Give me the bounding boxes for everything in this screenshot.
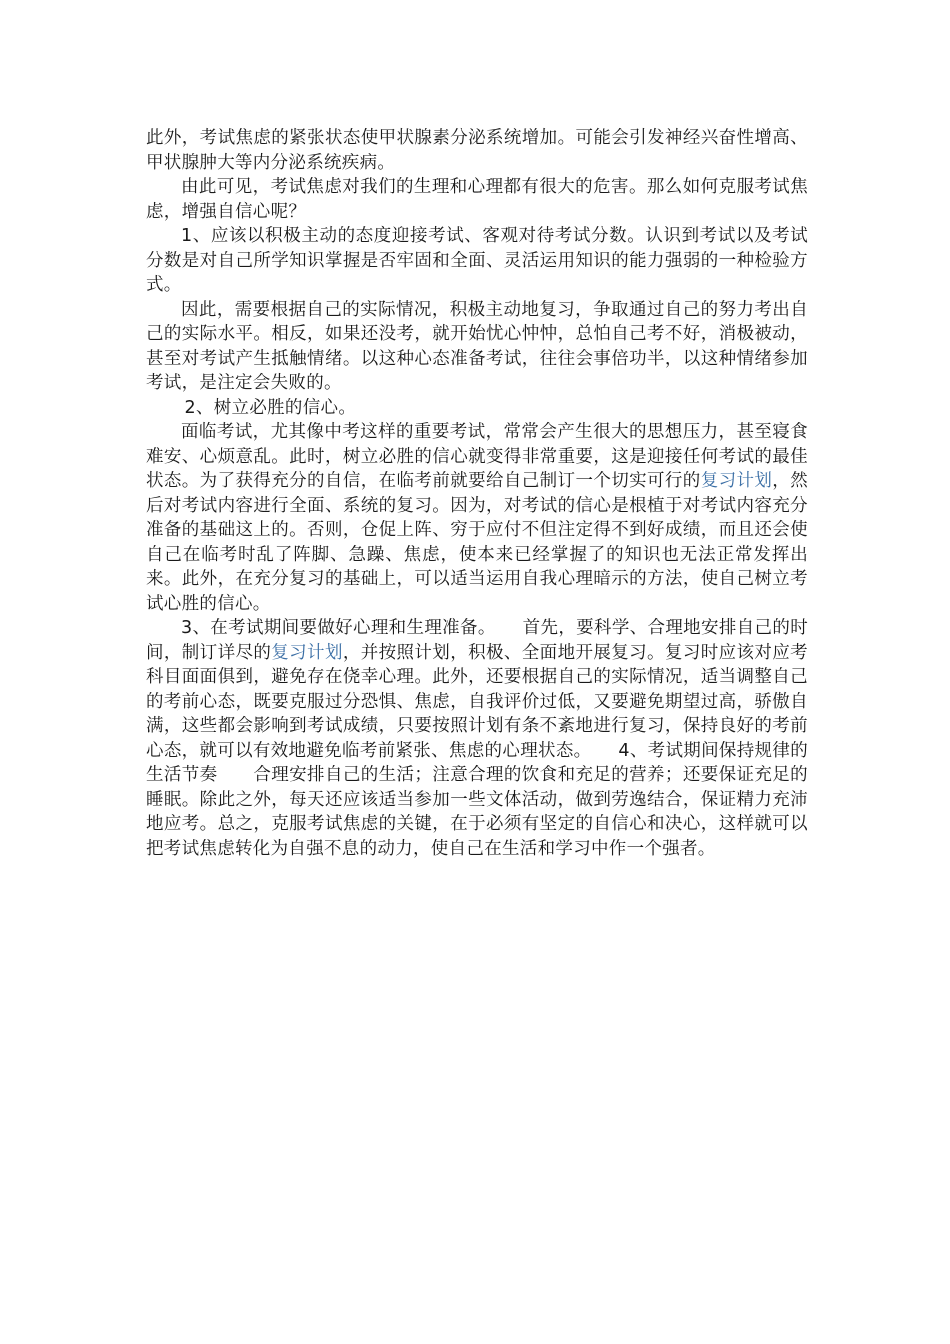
paragraph-text: 合理安排自己的生活；注意合理的饮食和充足的营养；还要保证充足的睡眠。除此之外，每天还应该适当参加一些文体活动，做到劳逸结合，保证精力充沛地应考。总之，克服考试焦虑的关键，在于必须有坚定的自信心和决心，这样就可以把考试焦虑转化为自强不息的动力，使自己在生活和学习中作一个强者。 (146, 765, 808, 859)
paragraph-text: 4、考试期间保持规律的生活节奏 (146, 740, 808, 785)
paragraph-text: 因此，需要根据自己的实际情况，积极主动地复习，争取通过自己的努力考出自己的实际水平。相反，如果还没考，就开始忧心忡忡，总怕自己考不好，消极被动，甚至对考试产生抵触情绪。以这种心态准备考试，往往会事倍功半，以这种情绪参加考试，是注定会失败的。 (146, 299, 808, 393)
paragraph-thyroid-effects (146, 126, 808, 175)
paragraph-text: 2、树立必胜的信心。 (184, 397, 357, 418)
review-plan-link[interactable]: 复习计划 (271, 642, 343, 663)
review-plan-link[interactable]: 复习计划 (700, 471, 773, 491)
text-gap (583, 741, 619, 761)
paragraph-point-1 (146, 224, 808, 298)
paragraph-therefore (146, 298, 808, 396)
paragraph-confidence (146, 420, 808, 616)
paragraph-text: 首先，要科学、合理地安排自己的时间，制订详尽的 (146, 618, 808, 663)
paragraph-text: 此外，考试焦虑的紧张状态使甲状腺素分泌系统增加。可能会引发神经兴奋性增高、甲状腺肿大等内分泌系统疾病。 (146, 128, 808, 173)
paragraph-harm-summary (146, 175, 808, 224)
paragraph-text: 面临考试，尤其像中考这样的重要考试，常常会产生很大的思想压力，甚至寝食难安、心烦意乱。此时，树立必胜的信心就变得非常重要，这是迎接任何考试的最佳状态。为了获得充分的自信，在临考前就要给自己制订一个切实可行的 (146, 422, 808, 491)
paragraph-point-3-4 (146, 616, 808, 861)
paragraph-text: ，然后对考试内容进行全面、系统的复习。因为，对考试的信心是根植于对考试内容充分准备的基础这上的。否则，仓促上阵、穷于应付不但注定得不到好成绩，而且还会使自己在临考时乱了阵脚、急躁、焦虑，使本来已经掌握了的知识也无法正常发挥出来。此外，在充分复习的基础上，可以适当运用自我心理暗示的方法，使自己树立考试心胜的信心。 (146, 471, 808, 614)
text-gap (487, 618, 523, 638)
document-body (146, 126, 808, 861)
paragraph-text: ，并按照计划，积极、全面地开展复习。复习时应该对应考科目面面俱到，避免存在侥幸心理。此外，还要根据自己的实际情况，适当调整自己的考前心态，既要克服过分恐惧、焦虑，自我评价过低，又要避免期望过高，骄傲自满，这些都会影响到考试成绩，只要按照计划有条不紊地进行复习，保持良好的考前心态，就可以有效地避免临考前紧张、焦虑的心理状态。 (146, 642, 808, 761)
paragraph-text: 3、在考试期间要做好心理和生理准备。 (181, 618, 487, 638)
paragraph-point-2-heading (146, 396, 808, 421)
paragraph-text: 由此可见，考试焦虑对我们的生理和心理都有很大的危害。那么如何克服考试焦虑，增强自信心呢？ (146, 177, 808, 222)
paragraph-text: 1、应该以积极主动的态度迎接考试、客观对待考试分数。认识到考试以及考试分数是对自己所学知识掌握是否牢固和全面、灵活运用知识的能力强弱的一种检验方式。 (146, 226, 808, 295)
text-gap (218, 765, 254, 785)
